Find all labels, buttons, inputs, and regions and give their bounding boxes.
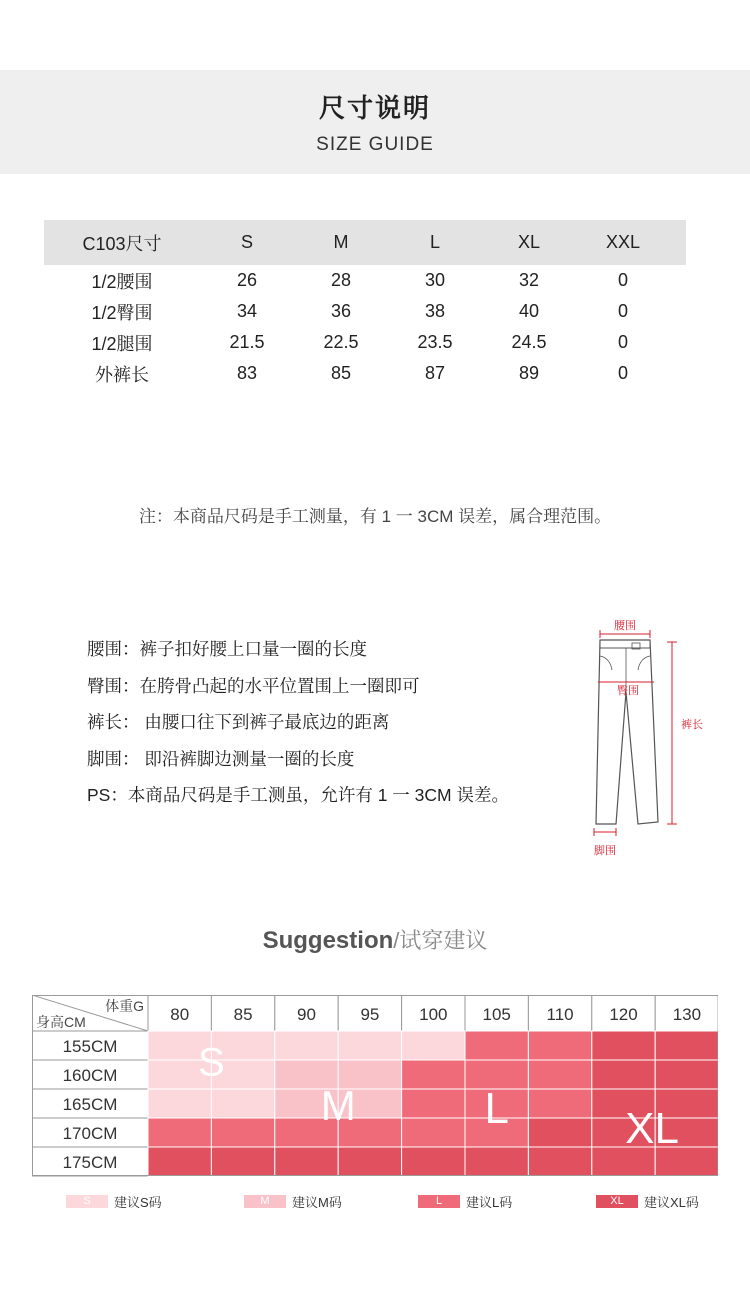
label-length: 裤长	[681, 719, 703, 731]
table-cell: 24.5	[511, 332, 547, 352]
table-cell: 30	[424, 270, 446, 290]
measurement-note: 注：本商品尺码是手工测量，有 1 一 3CM 误差，属合理范围。	[138, 507, 612, 526]
column-header-l: L	[429, 232, 440, 252]
size-table	[44, 220, 686, 389]
zone-label-s: S	[198, 1040, 225, 1085]
grid-cell-xl	[465, 1147, 528, 1176]
table-cell: 87	[424, 363, 446, 383]
grid-cell-s	[402, 1031, 465, 1060]
height-header-label: 155CM	[62, 1037, 118, 1056]
row-label: 1/2臀围	[91, 302, 153, 323]
grid-cell-xl	[211, 1147, 274, 1176]
table-cell: 32	[518, 270, 540, 290]
weight-header-label: 80	[170, 1005, 190, 1024]
suggestion-grid-svg	[32, 995, 718, 1181]
table-row	[44, 296, 686, 327]
size-legend	[0, 1192, 750, 1212]
table-cell: 0	[617, 270, 628, 290]
grid-cell-s	[211, 1089, 274, 1118]
table-cell: 38	[424, 301, 446, 321]
row-label: 1/2腿围	[91, 333, 153, 354]
pants-diagram-icon	[580, 612, 710, 862]
grid-cell-xl	[528, 1147, 591, 1176]
pants-outline	[596, 640, 658, 824]
table-cell: 22.5	[323, 332, 359, 352]
grid-cell-xl	[338, 1147, 401, 1176]
table-cell: 40	[518, 301, 540, 321]
table-cell: 36	[330, 301, 352, 321]
zone-label-m: M	[320, 1082, 356, 1130]
grid-cell-l	[528, 1089, 591, 1118]
grid-cell-l	[148, 1118, 211, 1147]
legend-swatch-m: M	[244, 1195, 286, 1208]
grid-cell-s	[148, 1089, 211, 1118]
height-header-label: 170CM	[62, 1124, 118, 1143]
legend-text-m: 建议M码	[292, 1195, 342, 1210]
height-header-label: 160CM	[62, 1066, 118, 1085]
zone-label-l: L	[484, 1083, 509, 1133]
grid-cell-l	[402, 1118, 465, 1147]
grid-cell-s	[338, 1031, 401, 1060]
table-cell: 0	[617, 332, 628, 352]
table-cell: 28	[330, 270, 352, 290]
column-header-size: C103尺寸	[82, 233, 162, 254]
grid-cell-l	[402, 1060, 465, 1089]
table-cell: 0	[617, 301, 628, 321]
grid-cell-xl	[592, 1031, 655, 1060]
grid-cell-xl	[402, 1147, 465, 1176]
suggestion-title-en: Suggestion	[262, 927, 394, 954]
page-title: 尺寸说明	[318, 93, 431, 123]
weight-header-label: 85	[233, 1005, 253, 1024]
grid-cell-s	[275, 1031, 338, 1060]
weight-header-label: 100	[419, 1005, 448, 1024]
label-hem: 脚围	[594, 845, 616, 857]
weight-header-label: 95	[360, 1005, 380, 1024]
table-cell: 23.5	[417, 332, 453, 352]
weight-header-label: 90	[297, 1005, 316, 1024]
grid-cell-xl	[592, 1060, 655, 1089]
column-header-xxl: XXL	[605, 232, 641, 252]
pants-pocket-right	[638, 656, 650, 670]
legend-text-l: 建议L码	[466, 1195, 513, 1210]
weight-header-label: 110	[546, 1005, 574, 1024]
legend-item-s	[66, 1192, 162, 1211]
grid-cell-l	[402, 1089, 465, 1118]
table-row	[44, 327, 686, 358]
table-cell: 0	[617, 363, 628, 383]
guide-item-length: 裤长： 由腰口往下到裤子最底边的距离	[87, 712, 390, 732]
height-header-label: 175CM	[62, 1153, 118, 1172]
corner-height-label: 身高CM	[36, 1014, 86, 1030]
table-cell: 85	[330, 363, 352, 383]
legend-item-xl	[596, 1192, 699, 1211]
corner-weight-label: 体重G	[105, 998, 144, 1014]
legend-item-m	[244, 1192, 342, 1211]
row-label: 1/2腰围	[91, 271, 153, 292]
grid-cell-l	[528, 1060, 591, 1089]
legend-swatch-l: L	[418, 1195, 460, 1208]
zone-label-xl: XL	[625, 1103, 679, 1153]
table-cell: 34	[236, 301, 258, 321]
row-label: 外裤长	[95, 364, 149, 385]
pants-waistband	[600, 640, 650, 648]
grid-cell-l	[465, 1031, 528, 1060]
legend-text-s: 建议S码	[114, 1195, 162, 1210]
weight-header-label: 130	[672, 1005, 702, 1024]
guide-item-hem: 脚围： 即沿裤脚边测量一圈的长度	[87, 748, 355, 769]
grid-cell-xl	[148, 1147, 211, 1176]
suggestion-title	[0, 924, 750, 955]
suggestion-grid	[32, 995, 718, 1186]
column-header-xl: XL	[517, 232, 541, 252]
column-header-s: S	[240, 232, 253, 252]
page-subtitle: SIZE GUIDE	[316, 134, 434, 155]
size-table-header	[44, 220, 686, 265]
pants-pocket-left	[600, 656, 612, 670]
guide-item-hip: 臀围：在胯骨凸起的水平位置围上一圈即可	[87, 675, 420, 696]
legend-swatch-xl: XL	[596, 1195, 638, 1208]
guide-item-ps: PS：本商品尺码是手工测虽，允许有 1 一 3CM 误差。	[87, 785, 509, 805]
grid-cell-xl	[275, 1147, 338, 1176]
legend-swatch-s: S	[66, 1195, 108, 1208]
guide-item-waist: 腰围：裤子扣好腰上口量一圈的长度	[87, 639, 367, 659]
grid-cell-xl	[528, 1118, 591, 1147]
table-cell: 21.5	[229, 332, 265, 352]
grid-cell-xl	[655, 1031, 718, 1060]
measurement-guide	[87, 636, 557, 819]
table-row	[44, 358, 686, 389]
column-header-m: M	[333, 232, 349, 252]
weight-header-label: 120	[609, 1005, 638, 1024]
table-cell: 83	[236, 363, 258, 383]
table-row	[44, 265, 686, 296]
grid-cell-l	[211, 1118, 274, 1147]
grid-cell-l	[528, 1031, 591, 1060]
label-hip: 臀围	[617, 685, 639, 697]
suggestion-title-zh: /试穿建议	[393, 928, 488, 953]
legend-item-l	[418, 1192, 512, 1211]
label-waist: 腰围	[614, 620, 636, 632]
grid-cell-xl	[655, 1060, 718, 1089]
weight-header-label: 105	[482, 1005, 511, 1024]
table-cell: 89	[518, 363, 540, 383]
legend-text-xl: 建议XL码	[644, 1195, 699, 1210]
table-cell: 26	[236, 270, 258, 290]
height-header-label: 165CM	[62, 1095, 118, 1114]
